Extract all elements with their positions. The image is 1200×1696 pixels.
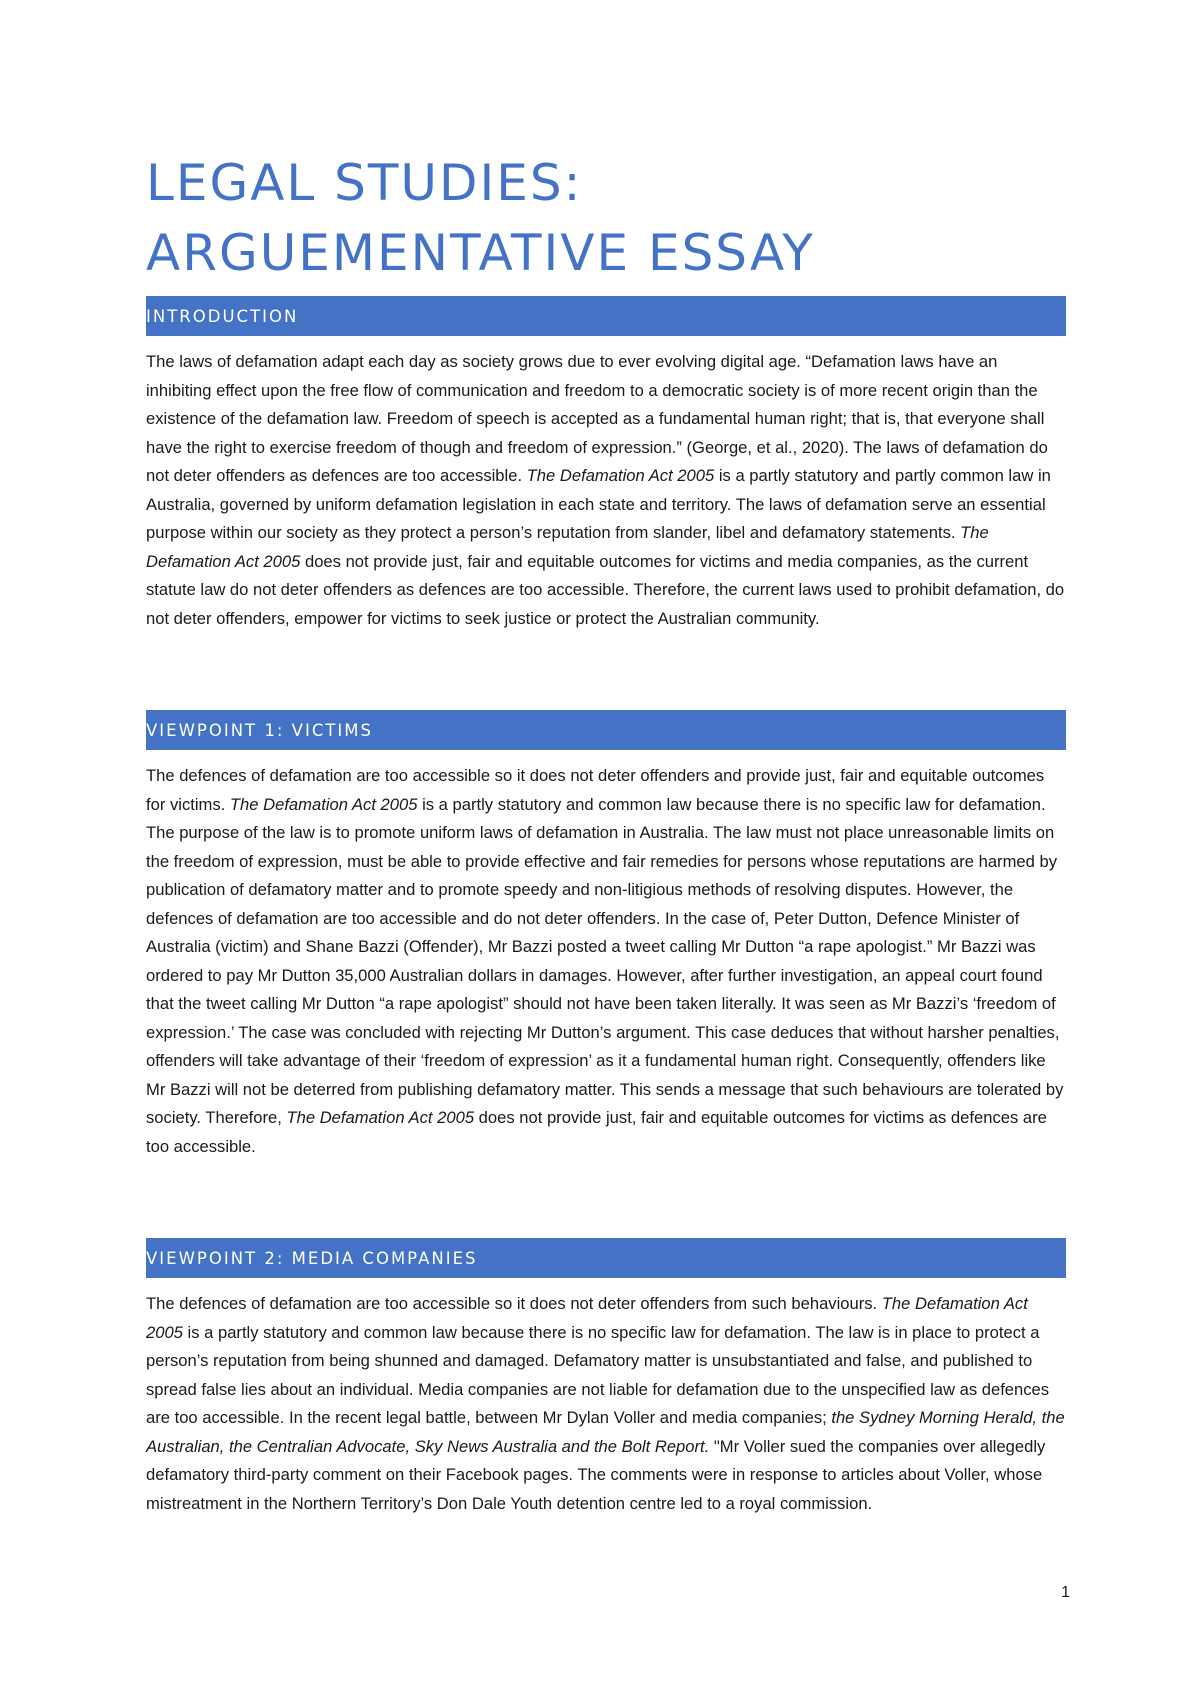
text-run: The defences of defamation are too accessible so it does not deter offenders and provide just, fair and equitable outcomes for victims. bbox=[146, 766, 1045, 814]
title-line-2: ARGUEMENTATIVE ESSAY bbox=[146, 224, 815, 282]
text-run: is a partly statutory and common law because there is no specific law for defamation. The purpose of the law is to promote uniform laws of defamation in Australia. The law must not place unreasonable limits on the freedom of expression, must be able to provide effective and fair remedies for persons whose reputations are harmed by publication of defamatory matter and to promote speedy and non-litigious methods of resolving disputes. However, the defences of defamation are too accessible and do not deter offenders. In the case of, Peter Dutton, Defence Minister of Australia (victim) and Shane Bazzi (Offender), Mr Bazzi posted a tweet calling Mr Dutton “a rape apologist.” Mr Bazzi was ordered to pay Mr Dutton 35,000 Australian dollars in damages. However, after further investigation, an appeal court found that the tweet calling Mr Dutton “a rape apologist” should not have been taken literally. It was seen as Mr Bazzi’s ‘freedom of expression.’ The case was concluded with rejecting Mr Dutton’s argument. This case deduces that without harsher penalties, offenders will take advantage of their ‘freedom of expression’ as it a fundamental human right. Consequently, offenders like Mr Bazzi will not be deterred from publishing defamatory matter. This sends a message that such behaviours are tolerated by society. Therefore, bbox=[146, 794, 1064, 1127]
section-viewpoint-media-companies bbox=[146, 1238, 1066, 1518]
italic-run: the Sydney Morning Herald, the Australian, the Centralian Advocate, Sky News Australia and the Bolt Report. bbox=[146, 1408, 1065, 1456]
section-paragraph bbox=[146, 1290, 1066, 1518]
italic-run: The Defamation Act 2005 bbox=[286, 1108, 475, 1127]
section-paragraph bbox=[146, 762, 1066, 1161]
section-heading-band bbox=[146, 1238, 1066, 1278]
section-introduction bbox=[146, 296, 1066, 633]
section-heading-band bbox=[146, 296, 1066, 336]
section-heading: VIEWPOINT 1: VICTIMS bbox=[146, 720, 373, 740]
text-run: does not provide just, fair and equitable outcomes for victims and media companies, as the current statute law do not deter offenders as defences are too accessible. Therefore, the current laws used to prohibit defamation, do not deter offenders, empower for victims to seek justice or protect the Australian community. bbox=[146, 551, 1065, 628]
section-viewpoint-victims bbox=[146, 710, 1066, 1161]
text-run: The laws of defamation adapt each day as society grows due to ever evolving digital age. “Defamation laws have an inhibiting effect upon the free flow of communication and freedom to a democratic society is of more recent origin than the existence of the defamation law. Freedom of speech is accepted as a fundamental human right; that is, that everyone shall have the right to exercise freedom of though and freedom of expression.” (George, et al., 2020). The laws of defamation do not deter offenders as defences are too accessible. bbox=[146, 352, 1048, 485]
italic-run: The Defamation Act 2005 bbox=[146, 523, 989, 571]
text-run: does not provide just, fair and equitable outcomes for victims as defences are too accessible. bbox=[146, 1108, 1047, 1156]
page-number: 1 bbox=[1061, 1584, 1070, 1601]
section-heading-band bbox=[146, 710, 1066, 750]
text-run: The defences of defamation are too accessible so it does not deter offenders from such behaviours. bbox=[146, 1294, 882, 1313]
text-run: "Mr Voller sued the companies over allegedly defamatory third-party comment on their Facebook pages. The comments were in response to articles about Voller, whose mistreatment in the Northern Territory’s Don Dale Youth detention centre led to a royal commission. bbox=[146, 1436, 1046, 1513]
document-title bbox=[146, 148, 1066, 288]
text-run: is a partly statutory and partly common law in Australia, governed by uniform defamation legislation in each state and territory. The laws of defamation serve an essential purpose within our society as they protect a person’s reputation from slander, libel and defamatory statements. bbox=[146, 466, 1051, 542]
italic-run: The Defamation Act 2005 bbox=[146, 1294, 1028, 1342]
italic-run: The Defamation Act 2005 bbox=[229, 794, 418, 814]
section-heading: VIEWPOINT 2: MEDIA COMPANIES bbox=[146, 1248, 478, 1268]
title-line-1: LEGAL STUDIES: bbox=[146, 154, 583, 212]
text-run: is a partly statutory and common law because there is no specific law for defamation. The law is in place to protect a person’s reputation from being shunned and damaged. Defamatory matter is unsubstantiated and false, and published to spread false lies about an individual. Media companies are not liable for defamation due to the unspecified law as defences are too accessible. In the recent legal battle, between Mr Dylan Voller and media companies; bbox=[146, 1322, 1050, 1427]
section-paragraph bbox=[146, 348, 1066, 633]
italic-run: The Defamation Act 2005 bbox=[526, 466, 715, 485]
section-heading: INTRODUCTION bbox=[146, 306, 299, 326]
